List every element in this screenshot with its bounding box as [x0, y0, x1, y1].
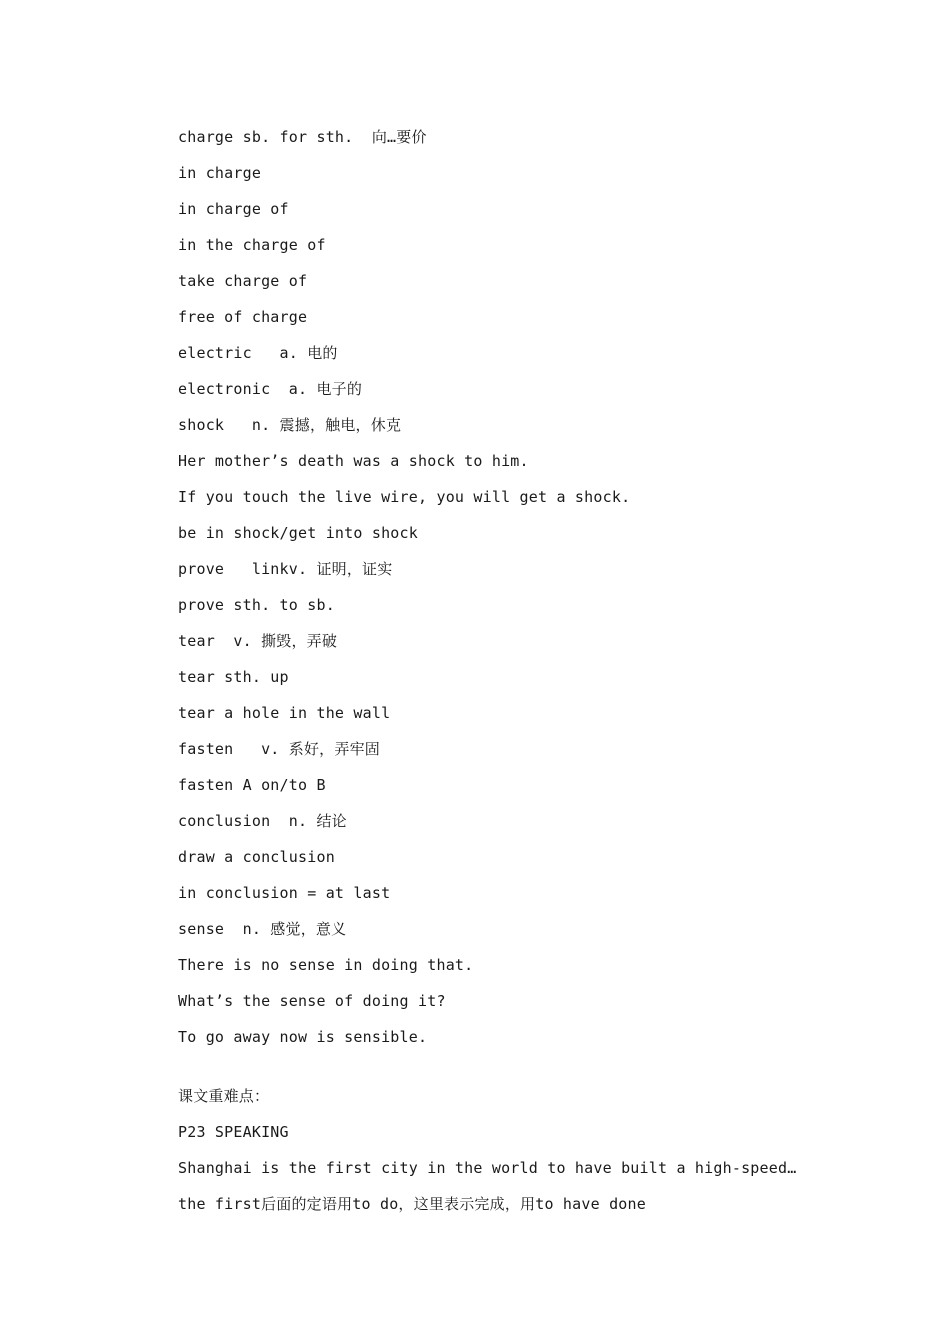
vocabulary-list [178, 124, 878, 1060]
vocab-line: tear v. 撕毁，弄破 [178, 632, 338, 650]
notes-example-sentence: Shanghai is the first city in the world to have built a high-speed… [178, 1159, 797, 1177]
vocab-line: take charge of [178, 272, 308, 290]
vocab-line: in the charge of [178, 236, 326, 254]
vocab-line: There is no sense in doing that. [178, 956, 474, 974]
vocab-line: fasten A on/to B [178, 776, 326, 794]
vocab-line: in conclusion = at last [178, 884, 391, 902]
vocab-line: electronic a. 电子的 [178, 380, 363, 398]
vocab-line: be in shock/get into shock [178, 524, 418, 542]
vocab-line: charge sb. for sth. 向…要价 [178, 128, 427, 146]
vocab-line: If you touch the live wire, you will get a shock. [178, 488, 631, 506]
notes-heading: 课文重难点： [178, 1087, 270, 1105]
vocab-line: fasten v. 系好，弄牢固 [178, 740, 380, 758]
vocab-line: prove linkv. 证明，证实 [178, 560, 393, 578]
vocab-line: free of charge [178, 308, 308, 326]
notes-explanation: the first后面的定语用to do，这里表示完成，用to have done [178, 1195, 647, 1213]
vocab-line: shock n. 震撼，触电，休克 [178, 416, 402, 434]
vocab-line: What’s the sense of doing it? [178, 992, 446, 1010]
vocab-line: Her mother’s death was a shock to him. [178, 452, 529, 470]
text-notes-section [178, 1083, 878, 1227]
vocab-line: prove sth. to sb. [178, 596, 335, 614]
vocab-line: tear sth. up [178, 668, 289, 686]
vocab-line: draw a conclusion [178, 848, 335, 866]
vocab-line: in charge [178, 164, 262, 182]
vocab-line: sense n. 感觉，意义 [178, 920, 347, 938]
vocab-line: in charge of [178, 200, 289, 218]
vocab-line: electric a. 电的 [178, 344, 338, 362]
vocab-line: To go away now is sensible. [178, 1028, 428, 1046]
vocab-line: tear a hole in the wall [178, 704, 391, 722]
vocab-line: conclusion n. 结论 [178, 812, 347, 830]
notes-section-title: P23 SPEAKING [178, 1123, 289, 1141]
